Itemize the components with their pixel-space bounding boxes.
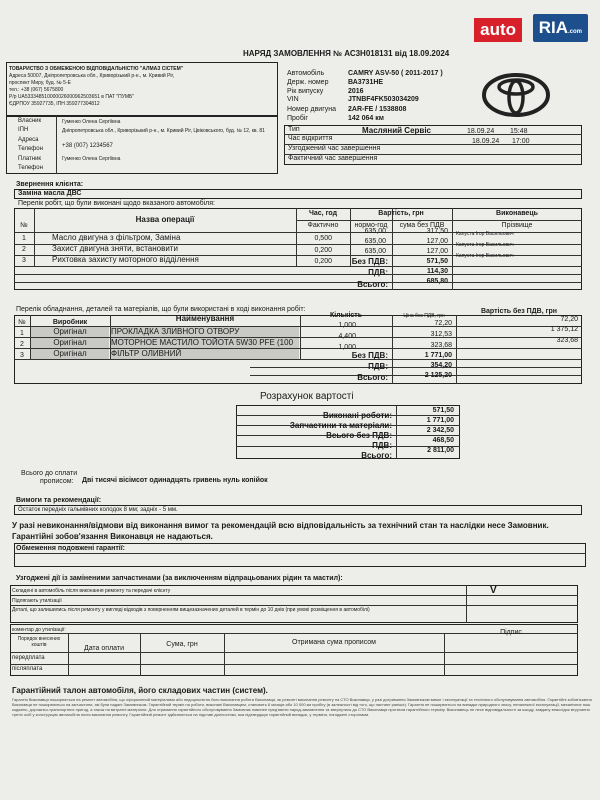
replaced-parts-row-2: Підлягають утилізації	[12, 598, 62, 604]
payment-header-order: Порядок внесених коштів	[17, 636, 61, 648]
parts-row-2-name: МОТОРНОЕ МАСТИЛО ТОЙОТА 5W30 PFE (100	[111, 338, 299, 348]
payment-row-postpay: післяплата	[12, 666, 43, 672]
company-line-3: проспект Миру, буд. № 5-Е	[9, 80, 71, 86]
company-line-6: ЄДРПОУ 35927735, ІПН 359277304812	[9, 101, 100, 107]
vehicle-model-value: CAMRY ASV-50 ( 2011-2017 )	[348, 70, 443, 77]
document-title: НАРЯД ЗАМОВЛЕННЯ № АС3Н018131 від 18.09.2024	[243, 49, 450, 58]
service-type-label: Тип	[288, 126, 300, 133]
parts-row-3-maker: Оригінал	[31, 349, 109, 359]
works-row-3-norm: 635,00	[364, 248, 386, 255]
recommend-title: Вимоги та рекомендації:	[16, 497, 102, 504]
vehicle-vin-label: VIN	[287, 96, 299, 103]
parts-total: 2 125,20	[424, 372, 452, 379]
request-box	[14, 189, 582, 199]
parts-row-2-cost: 1 375,12	[550, 326, 578, 333]
vehicle-mileage-value: 142 064 км	[348, 115, 384, 122]
works-row-1-time: 0,500	[314, 235, 332, 242]
opened-label: Час відкриття	[288, 135, 333, 142]
summary-title: Розрахунок вартості	[260, 391, 354, 402]
vehicle-vin-value: JTNBF4FK503034209	[348, 96, 419, 103]
watermark-domain: .com	[567, 29, 582, 35]
replaced-parts-row-1: Складені в автомобіль після виконання ремонту та передачі клієнту	[12, 588, 171, 594]
parts-header-cost: Вартість без ПДВ, грн	[480, 308, 558, 315]
works-header-price: Вартість, грн	[378, 210, 424, 217]
watermark-ria-logo	[533, 14, 588, 42]
payment-words: Дві тисячі вісімсот одинадцять гривень нуль копійок	[82, 477, 268, 484]
replaced-parts-row-1-mark: V	[490, 585, 497, 596]
payment-row-prepay: передплата	[12, 655, 45, 661]
parts-row-2-num: 2	[20, 341, 24, 348]
payment-header-sum: Сума, грн	[166, 641, 198, 648]
opened-date: 18.09.24	[467, 128, 495, 135]
vehicle-reg-label: Держ. номер	[287, 79, 329, 86]
payer-value: Гуменко Олена Сергіївна	[62, 156, 121, 162]
works-row-3-name: Рихтовка захисту моторного відділення	[52, 255, 199, 264]
parts-row-2-price: 312,53	[430, 331, 452, 338]
summary-parts-label: Запчастини та матеріали:	[289, 421, 392, 430]
summary-vat-label: ПДВ:	[372, 441, 392, 450]
works-no-vat-label: Без ПДВ:	[351, 257, 388, 266]
parts-total-label: Всього:	[357, 373, 388, 382]
summary-no-vat-label: Всього без ПДВ:	[326, 431, 392, 440]
vehicle-year-label: Рік випуску	[287, 88, 324, 95]
works-header-name: Назва операції	[135, 215, 195, 224]
agreed-label: Узгоджений час завершення	[288, 145, 381, 152]
parts-no-vat-label: Без ПДВ:	[351, 351, 388, 360]
vehicle-reg-value: ВА3731НЕ	[348, 79, 384, 86]
phone2-label: Телефон	[18, 165, 43, 171]
parts-row-1-qty: 1,000	[338, 322, 356, 329]
payment-comment-label: коментар до утилізації:	[12, 627, 66, 633]
vehicle-engine-label: Номер двигуна	[287, 106, 337, 113]
works-row-1-exec: Капуста Ігор Васильович	[456, 231, 514, 237]
vehicle-mileage-label: Пробіг	[287, 115, 308, 122]
vehicle-year-value: 2016	[348, 88, 364, 95]
works-title: Перелік робіт, що були виконані щодо вказаного автомобіля:	[18, 200, 216, 207]
summary-parts: 1 771,00	[426, 417, 454, 424]
guarantee-title: Гарантійний талон автомобіля, його складових частин (систем).	[12, 686, 268, 695]
parts-row-1-name: ПРОКЛАДКА ЗЛИВНОГО ОТВОРУ	[111, 327, 299, 337]
parts-header-qty: Кількість	[329, 312, 363, 319]
refusal-text: У разі невиконання/відмови від виконання вимог та рекомендацій всю відповідальність за технічний стан та наслідки несе Замовник. Гарантійні зобов'язання Виконавця не надаються.	[12, 521, 549, 541]
address-label: Адреса	[18, 137, 39, 143]
guarantee-text: Гарантія Виконавця поширюється на ремонт автомобіля, що оформлений матеріалами або недоцільністю його виконання роботи Виконавця, як ремонті виконання ремонту на СТО Виконавця, у разі дотримання Замовником вимог і експлуатації та технічного обслуговування автомобіля. Гарантійні зобов'язання Виконавця не поширюються на запчастини, які були надані Замовником. Гарантійний термін на роботи, виконані Виконавцем, становить 6 місяців або 10 000 км пробігу (в залежності від того, що настане раніше). Гарантія не поширюється на випадки природного зносу, неналежної експлуатації, механічних пошкоджень, дорожньо-транспортних пригод, а також на витратні матеріали. Для отримання гарантійного обслуговування Замовник повинен пред'явити наряд-замовлення та звернутися до СТО Виконавця протягом гарантійного терміну. Виконавець не несе відповідальності за шкоду, завдану внаслідок втручання третіх осіб у конструкцію автомобіля після виконання ремонту. Гарантійний ремонт здійснюється на підставі діагностики, яка підтверджує гарантійний випадок, у терміни, погоджені сторонами.	[12, 697, 592, 717]
parts-row-3-num: 3	[20, 352, 24, 359]
works-row-1-name: Масло двигуна з фільтром, Заміна	[52, 233, 181, 242]
company-line-5: Р/р UA533348510000026000962503651 в ПАТ "ПУМБ"	[9, 94, 135, 100]
phone-value: +38 (007) 1234567	[62, 143, 113, 149]
works-no-vat: 571,50	[426, 258, 448, 265]
works-header-time-sub: Фактично	[307, 222, 339, 229]
summary-total-label: Всього:	[361, 451, 392, 460]
parts-row-1-num: 1	[20, 330, 24, 337]
owner-label: Власник	[18, 118, 42, 124]
works-total: 685,80	[426, 278, 448, 285]
toyota-logo-icon	[476, 70, 556, 120]
works-row-2-sum: 127,00	[426, 238, 448, 245]
payment-words-label: прописом:	[40, 478, 74, 485]
parts-row-3-cost: 323,68	[556, 337, 578, 344]
works-row-2-exec: Капуста Ігор Васильович	[456, 242, 514, 248]
works-row-2-time: 0,200	[314, 247, 332, 254]
parts-row-2-maker: Оригінал	[31, 338, 109, 348]
parts-vat: 354,20	[430, 362, 452, 369]
payment-header-sign: Підпис	[500, 629, 522, 636]
works-row-1-norm: 635,00	[364, 228, 386, 235]
summary-works: 571,50	[432, 407, 454, 414]
works-vat: 114,30	[426, 268, 448, 275]
works-header-num: №	[20, 222, 28, 229]
summary-vat: 468,50	[432, 437, 454, 444]
parts-title: Перелік обладнання, деталей та матеріалів, що були використані в ході виконання робіт:	[16, 306, 306, 313]
works-header-time: Час, год	[308, 210, 338, 217]
parts-row-3-price: 323,68	[430, 342, 452, 349]
works-row-3-num: 3	[22, 257, 26, 264]
works-row-3-exec: Капуста Ігор Васильович	[456, 253, 514, 259]
warranty-limits-label: Обмеження подовжені гарантії:	[16, 545, 126, 552]
owner-value: Гуменко Олена Сергіївна	[62, 119, 121, 125]
parts-row-1-cost: 72,20	[560, 316, 578, 323]
parts-no-vat: 1 771,00	[424, 352, 452, 359]
parts-row-2-qty: 4,400	[338, 333, 356, 340]
recommend-text: Остаток передніх гальмівних колодок 8 мм; задніх - 5 мм.	[18, 507, 178, 513]
company-line-4: тел.: +38 (067) 5675800	[9, 87, 64, 93]
payment-label: Всього до сплати	[21, 470, 78, 477]
payment-header-words: Отримана сума прописом	[292, 639, 376, 646]
parts-vat-label: ПДВ:	[368, 362, 388, 371]
request-value: Заміна масла ДВС	[18, 190, 82, 197]
ipn-label: ІПН	[18, 127, 29, 133]
parts-header-price: Ціна без ПДВ, грн	[403, 313, 445, 319]
parts-row-3-name: ФІЛЬТР ОЛИВНИЙ	[111, 349, 299, 359]
parts-row-3-qty: 1,000	[338, 344, 356, 351]
works-row-2-name: Захист двигуна зняти, встановити	[52, 244, 178, 253]
summary-works-label: Виконані роботи:	[323, 411, 392, 420]
vehicle-engine-value: 2AR-FE / 1538808	[348, 106, 407, 113]
phone-label: Телефон	[18, 146, 43, 152]
vehicle-model-label: Автомобіль	[287, 70, 325, 77]
watermark-auto-logo: auto	[474, 18, 522, 42]
works-row-2-norm: 635,00	[364, 238, 386, 245]
client-box	[6, 116, 278, 174]
parts-row-1-maker: Оригінал	[31, 327, 109, 337]
request-label: Звернення клієнта:	[16, 181, 84, 188]
replaced-parts-title: Узгоджені дії із заміненими запчастинами (за виключенням відпрацьованих рідин та мастил):	[16, 575, 343, 582]
watermark-ria-text: RIA	[538, 18, 568, 37]
works-row-3-sum: 127,00	[426, 248, 448, 255]
service-type-value: Масляний Сервіс	[362, 126, 432, 135]
parts-header-name: Найменування	[175, 314, 235, 323]
works-header-price-sum: сума без ПДВ	[399, 222, 445, 229]
payer-label: Платник	[18, 156, 42, 162]
parts-row-1-price: 72,20	[434, 320, 452, 327]
works-row-2-num: 2	[22, 246, 26, 253]
opened-time: 15:48	[510, 128, 528, 135]
company-line-2: Адреса 50007, Дніпропетровська обл., Криворізький р-н., м. Кривий Ріг,	[9, 73, 175, 79]
works-header-price-norm: нормо-год	[354, 222, 388, 229]
works-row-1-num: 1	[22, 235, 26, 242]
replaced-parts-row-3: Деталі, що залишились після ремонту у вигляді відходів з поверненням вищезазначених деталей в термін до 10 днів (при умові розміщення в автомобілі)	[12, 607, 370, 613]
works-header-exec-sub: Прізвище	[501, 222, 533, 229]
works-vat-label: ПДВ:	[368, 268, 388, 277]
agreed-time: 17:00	[512, 138, 530, 145]
parts-header-num: №	[18, 319, 26, 326]
company-line-1: ТОВАРИСТВО З ОБМЕЖЕНОЮ ВІДПОВІДАЛЬНІСТЮ "АЛМАЗ СІСТЕМ"	[9, 66, 184, 72]
works-header-exec: Виконавець	[496, 210, 538, 217]
address-value: Дніпропетровська обл., Криворізький р-н., м. Кривий Ріг, Цвіковського, буд. № 12, кв. 81	[62, 128, 265, 134]
works-total-label: Всього:	[357, 280, 388, 289]
actual-label: Фактичний час завершення	[288, 155, 378, 162]
summary-no-vat: 2 342,50	[426, 427, 454, 434]
works-row-3-time: 0,200	[314, 258, 332, 265]
parts-header-maker: Виробник	[52, 319, 88, 326]
payment-header-date: Дата оплати	[83, 645, 125, 652]
works-row-1-sum: 317,50	[426, 228, 448, 235]
summary-total: 2 811,00	[427, 447, 454, 454]
agreed-date: 18.09.24	[472, 138, 500, 145]
